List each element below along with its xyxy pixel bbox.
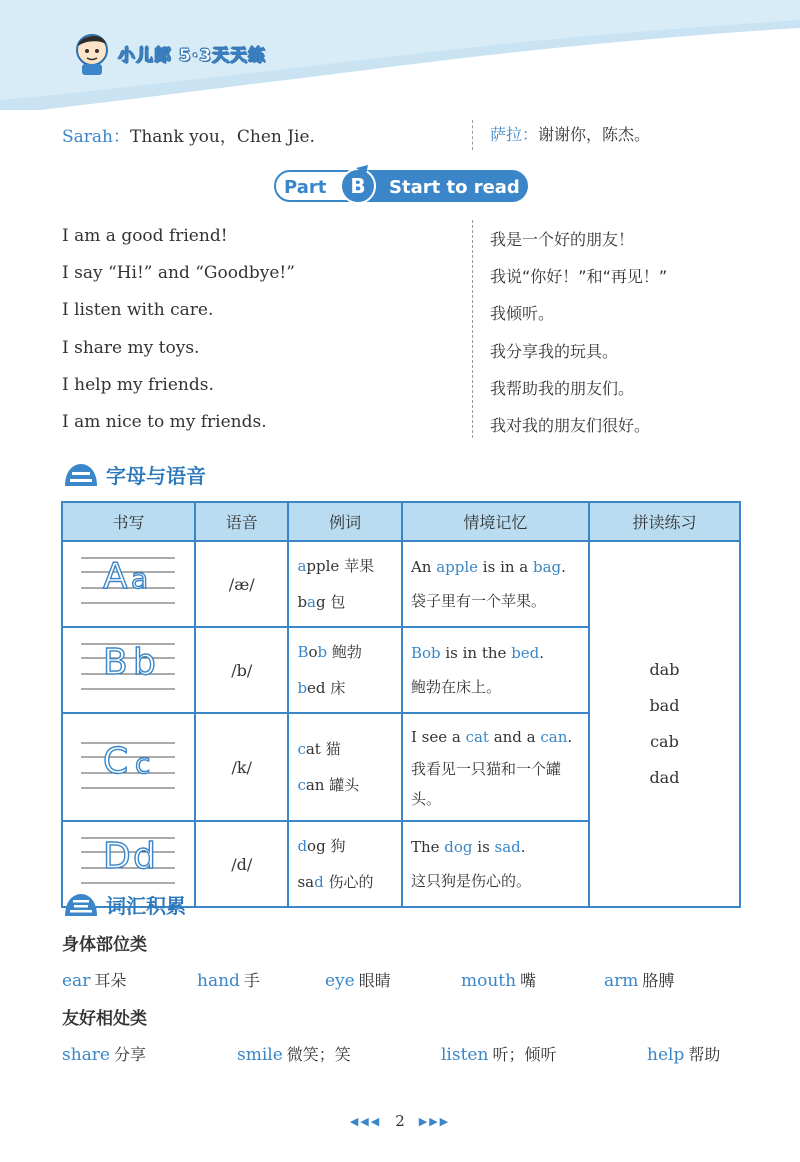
letters-table — [61, 501, 741, 908]
vocab-item: arm 胳膊 — [604, 971, 675, 991]
section-two-icon — [62, 462, 100, 488]
letter-lower: b — [133, 641, 156, 683]
intro-cn-text: 谢谢你，陈杰。 — [538, 125, 651, 144]
friendship-title: 友好相处类 — [62, 1009, 147, 1029]
intro-cn — [490, 122, 650, 145]
header-phonetics: 语音 — [195, 502, 288, 541]
vocab-item: ear 耳朵 — [62, 971, 127, 991]
brand-logo — [72, 30, 266, 76]
spelling-practice — [589, 541, 740, 907]
section-heading-letters — [62, 460, 206, 489]
header-context-memory: 情境记忆 — [402, 502, 589, 541]
brand-title: 小儿郎 5·3天天练 — [118, 45, 267, 66]
example-words: cat 猫 can 罐头 — [288, 713, 402, 821]
part-letter: B — [350, 174, 366, 198]
letter-b-writing — [63, 632, 194, 705]
left-arrows-icon: ◀◀◀ — [349, 1114, 382, 1128]
context-memory: Bob is in the bed. 鲍勃在床上。 — [402, 627, 589, 713]
intro-en — [62, 122, 315, 147]
spelling-word: bad — [649, 696, 680, 715]
intro-en-text: Thank you，Chen Jie. — [130, 127, 315, 147]
section-title-letters: 字母与语音 — [106, 464, 206, 488]
letter-lower: c — [135, 747, 151, 780]
vocab-item: eye 眼睛 — [325, 971, 391, 991]
table-row — [62, 541, 740, 627]
example-words: apple 苹果 bag 包 — [288, 541, 402, 627]
letter-a-writing — [63, 546, 194, 619]
letter-upper: B — [103, 641, 128, 683]
reading-cn-4: 我分享我的玩具。 — [490, 342, 619, 361]
page-number: 2 — [395, 1112, 405, 1130]
reading-cn-6: 我对我的朋友们很好。 — [490, 416, 651, 435]
vocab-item: smile 微笑；笑 — [237, 1045, 351, 1065]
context-memory: An apple is in a bag. 袋子里有一个苹果。 — [402, 541, 589, 627]
reading-en-2: I say “Hi!” and “Goodbye!” — [62, 263, 295, 283]
letter-c-writing — [63, 721, 194, 809]
phoneme: /b/ — [195, 627, 288, 713]
reading-en-3: I listen with care. — [62, 300, 214, 320]
vocab-item: help 帮助 — [647, 1045, 721, 1065]
spelling-word: dab — [649, 660, 680, 679]
reading-en-4: I share my toys. — [62, 338, 200, 358]
section-title-vocab: 词汇积累 — [106, 894, 186, 918]
header-writing: 书写 — [62, 502, 195, 541]
right-arrows-icon: ▶▶▶ — [418, 1114, 451, 1128]
example-words: Bob 鲍勃 bed 床 — [288, 627, 402, 713]
example-words: dog 狗 sad 伤心的 — [288, 821, 402, 907]
header-spelling-practice: 拼读练习 — [589, 502, 740, 541]
page-footer — [0, 1112, 800, 1130]
reading-divider — [472, 220, 473, 438]
context-memory: I see a cat and a can. 我看见一只猫和一个罐头。 — [402, 713, 589, 821]
vocab-item: share 分享 — [62, 1045, 147, 1065]
part-title: Start to read — [389, 177, 520, 198]
reading-cn-5: 我帮助我的朋友们。 — [490, 379, 635, 398]
spelling-word: cab — [650, 732, 679, 751]
reading-en-5: I help my friends. — [62, 375, 214, 395]
reading-en-1: I am a good friend! — [62, 226, 228, 246]
dialog-divider — [472, 120, 473, 150]
section-heading-vocab — [62, 890, 186, 919]
letter-lower: a — [131, 561, 149, 595]
letter-upper: C — [103, 741, 129, 782]
vocab-item: hand 手 — [197, 971, 260, 991]
reading-cn-3: 我倾听。 — [490, 304, 555, 323]
letter-upper: D — [103, 835, 131, 877]
vocab-item: mouth 嘴 — [461, 971, 537, 991]
intro-cn-speaker: 萨拉： — [490, 125, 539, 144]
letter-lower: d — [133, 835, 156, 877]
reading-cn-2: 我说“你好！”和“再见！” — [490, 267, 668, 286]
mascot-icon — [72, 30, 112, 76]
letter-d-writing — [63, 826, 194, 899]
letter-cell — [62, 627, 195, 713]
phoneme: /æ/ — [195, 541, 288, 627]
header-example-words: 例词 — [288, 502, 402, 541]
section-three-icon — [62, 892, 100, 918]
phoneme: /d/ — [195, 821, 288, 907]
part-b-banner — [274, 165, 528, 205]
phoneme: /k/ — [195, 713, 288, 821]
part-label: Part — [284, 177, 327, 198]
spelling-word: dad — [649, 768, 680, 787]
vocab-item: listen 听；倾听 — [441, 1045, 557, 1065]
context-memory: The dog is sad. 这只狗是伤心的。 — [402, 821, 589, 907]
body-parts-title: 身体部位类 — [62, 935, 147, 955]
table-header-row — [62, 502, 740, 541]
reading-cn-1: 我是一个好的朋友！ — [490, 230, 635, 249]
letter-cell — [62, 713, 195, 821]
reading-en-6: I am nice to my friends. — [62, 412, 267, 432]
letter-upper: A — [103, 555, 128, 597]
intro-en-speaker: Sarah： — [62, 127, 130, 147]
letter-cell — [62, 541, 195, 627]
